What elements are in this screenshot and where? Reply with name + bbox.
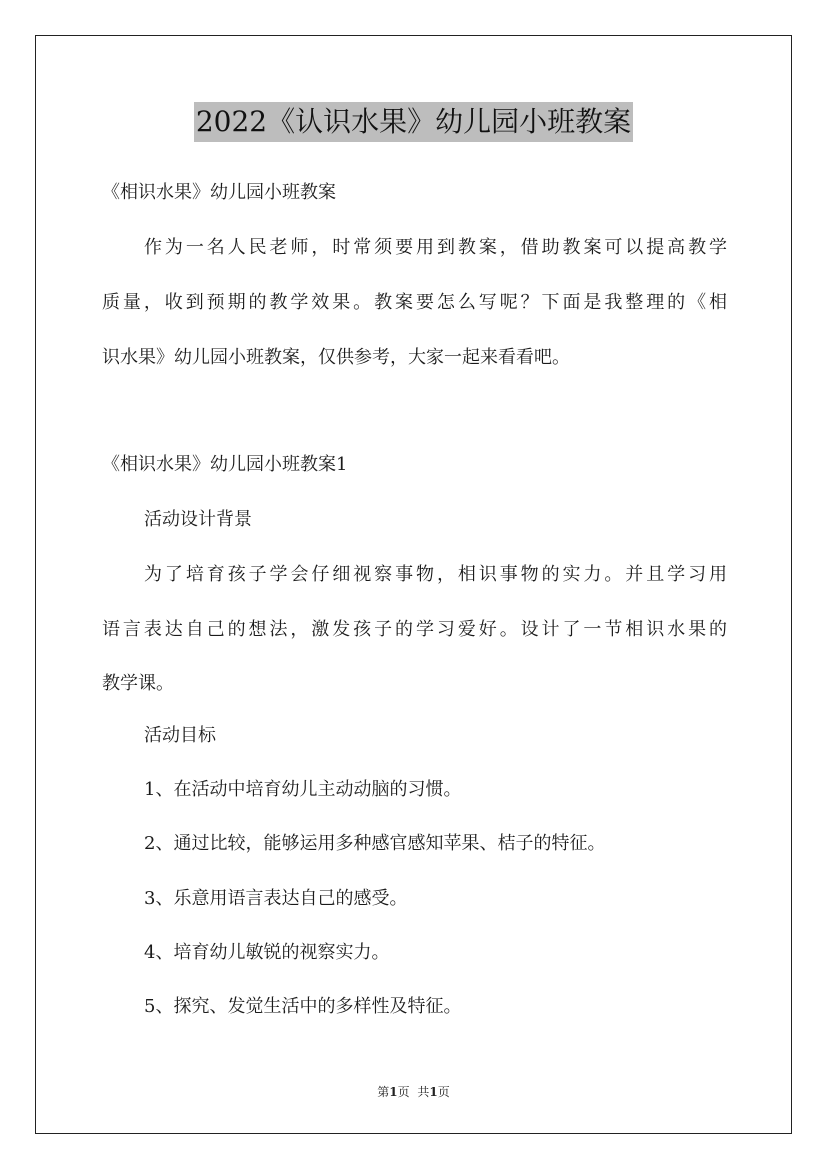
section-heading: 《相识水果》幼儿园小班教案1 [102,454,348,475]
background-line-3: 教学课。 [102,673,174,694]
goals-heading: 活动目标 [144,725,216,746]
title-block [0,102,827,142]
goal-item: 4、培育幼儿敏锐的视察实力。 [144,942,390,963]
goal-item: 1、在活动中培育幼儿主动动脑的习惯。 [144,779,462,800]
document-title: 2022《认识水果》幼儿园小班教案 [194,102,633,142]
page-suffix: 页 [397,1085,410,1099]
goal-item: 3、乐意用语言表达自己的感受。 [144,888,408,909]
document-subtitle: 《相识水果》幼儿园小班教案 [102,182,336,203]
intro-line-2: 质量，收到预期的教学效果。教案要怎么写呢？下面是我整理的《相 [102,292,727,313]
page-footer [0,1083,827,1101]
background-line-2: 语言表达自己的想法，激发孩子的学习爱好。设计了一节相识水果的 [102,619,727,640]
page-prefix: 第 [377,1085,390,1099]
intro-line-3: 识水果》幼儿园小班教案，仅供参考，大家一起来看看吧。 [102,347,570,368]
background-line-1: 为了培育孩子学会仔细视察事物，相识事物的实力。并且学习用 [144,564,727,585]
total-suffix: 页 [437,1085,450,1099]
goal-item: 2、通过比较，能够运用多种感官感知苹果、桔子的特征。 [144,833,606,854]
total-pages: 1 [429,1085,438,1099]
intro-line-1: 作为一名人民老师，时常须要用到教案，借助教案可以提高教学 [144,237,727,258]
background-heading: 活动设计背景 [144,509,252,530]
page-number: 1 [389,1085,398,1099]
total-prefix: 共 [417,1085,430,1099]
goal-item: 5、探究、发觉生活中的多样性及特征。 [144,996,462,1017]
